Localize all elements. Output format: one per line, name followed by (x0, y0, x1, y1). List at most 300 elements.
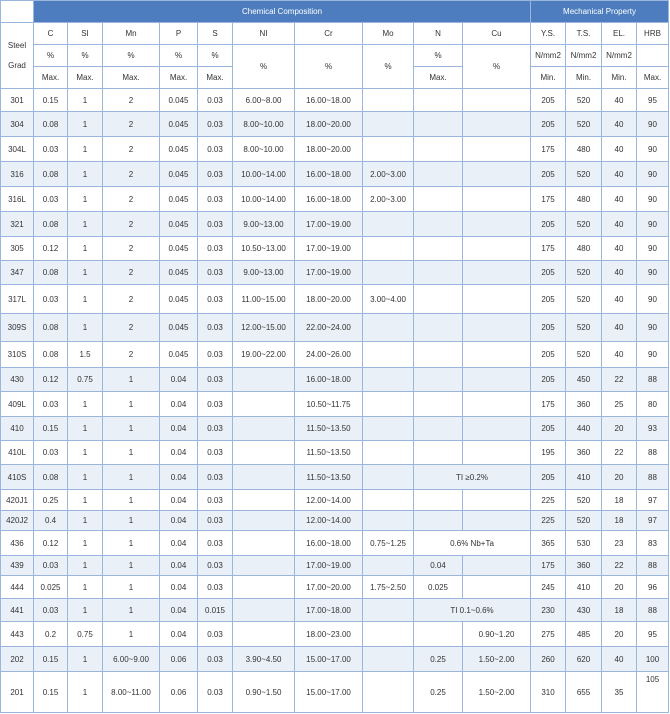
table-row (1, 417, 669, 441)
cell-ni (233, 531, 295, 556)
cell-si: 1 (68, 672, 103, 713)
cell-mo (363, 89, 414, 112)
cell-p: 0.06 (160, 672, 198, 713)
cell-cr: 18.00~20.00 (295, 137, 363, 162)
cell-t-s: 520 (566, 314, 602, 342)
cell-s: 0.03 (198, 672, 233, 713)
cell-p: 0.04 (160, 511, 198, 531)
cell-n-cu-note: TI ≥0.2% (414, 465, 531, 490)
cell-y-s: 365 (531, 531, 566, 556)
cell-c: 0.03 (34, 441, 68, 465)
cell-si: 1 (68, 599, 103, 622)
cell-mn: 1 (103, 417, 160, 441)
cell-el: 40 (602, 285, 637, 314)
cell-y-s: 205 (531, 89, 566, 112)
cell-mn: 2 (103, 261, 160, 285)
col-header-el: EL. (602, 23, 637, 45)
cell-si: 1 (68, 162, 103, 187)
col-header-cr: Cr (295, 23, 363, 45)
cell-ni (233, 622, 295, 647)
cell-n (414, 137, 463, 162)
cell-el: 18 (602, 490, 637, 511)
cell-c: 0.08 (34, 465, 68, 490)
cell-c: 0.08 (34, 342, 68, 368)
cell-hrb: 90 (637, 237, 669, 261)
cell-p: 0.04 (160, 556, 198, 576)
cell-p: 0.04 (160, 441, 198, 465)
cell-mn: 1 (103, 368, 160, 392)
limit-si: Max. (68, 67, 103, 89)
cell-n (414, 261, 463, 285)
cell-si: 1 (68, 465, 103, 490)
cell-c: 0.08 (34, 314, 68, 342)
cell-t-s: 360 (566, 441, 602, 465)
cell-y-s: 260 (531, 647, 566, 672)
unit-p: % (160, 45, 198, 67)
col-header-mo: Mo (363, 23, 414, 45)
col-header-n: N (414, 23, 463, 45)
cell-ni (233, 392, 295, 417)
cell-c: 0.03 (34, 556, 68, 576)
cell-el: 40 (602, 314, 637, 342)
cell-p: 0.04 (160, 392, 198, 417)
table-row (1, 622, 669, 647)
table-row (1, 261, 669, 285)
cell-y-s: 225 (531, 490, 566, 511)
cell-n (414, 285, 463, 314)
table-row (1, 137, 669, 162)
cell-s: 0.03 (198, 285, 233, 314)
cell-mo (363, 137, 414, 162)
cell-p: 0.045 (160, 112, 198, 137)
col-header-p: P (160, 23, 198, 45)
cell-mo (363, 490, 414, 511)
cell-y-s: 175 (531, 187, 566, 212)
steel-grade-cell: 420J1 (1, 490, 34, 511)
cell-hrb: 90 (637, 137, 669, 162)
cell-si: 1 (68, 89, 103, 112)
table-row (1, 285, 669, 314)
cell-si: 0.75 (68, 368, 103, 392)
cell-hrb: 93 (637, 417, 669, 441)
unit-s: % (198, 45, 233, 67)
cell-p: 0.045 (160, 162, 198, 187)
table-row (1, 511, 669, 531)
cell-si: 1 (68, 212, 103, 237)
cell-si: 1 (68, 285, 103, 314)
cell-cu (463, 237, 531, 261)
cell-el: 20 (602, 465, 637, 490)
cell-y-s: 205 (531, 465, 566, 490)
cell-el: 18 (602, 599, 637, 622)
cell-ni: 10.50~13.00 (233, 237, 295, 261)
cell-mo (363, 237, 414, 261)
cell-mo (363, 212, 414, 237)
cell-mn: 2 (103, 162, 160, 187)
cell-hrb: 90 (637, 212, 669, 237)
cell-cr: 16.00~18.00 (295, 162, 363, 187)
cell-c: 0.08 (34, 112, 68, 137)
cell-cu: 0.90~1.20 (463, 622, 531, 647)
cell-s: 0.03 (198, 112, 233, 137)
cell-s: 0.03 (198, 237, 233, 261)
cell-el: 20 (602, 576, 637, 599)
cell-cr: 18.00~20.00 (295, 285, 363, 314)
steel-grade-cell: 202 (1, 647, 34, 672)
cell-si: 1 (68, 237, 103, 261)
cell-y-s: 225 (531, 511, 566, 531)
cell-mo: 2.00~3.00 (363, 187, 414, 212)
cell-cu (463, 556, 531, 576)
cell-cu: 1.50~2.00 (463, 647, 531, 672)
cell-mn: 2 (103, 89, 160, 112)
cell-s: 0.03 (198, 511, 233, 531)
table-row (1, 212, 669, 237)
cell-c: 0.03 (34, 392, 68, 417)
cell-hrb: 88 (637, 441, 669, 465)
cell-cu (463, 441, 531, 465)
cell-mn: 2 (103, 314, 160, 342)
cell-ni (233, 576, 295, 599)
header-corner (1, 1, 34, 23)
cell-cr: 22.00~24.00 (295, 314, 363, 342)
cell-ni: 8.00~10.00 (233, 137, 295, 162)
cell-p: 0.04 (160, 417, 198, 441)
cell-mo: 3.00~4.00 (363, 285, 414, 314)
cell-y-s: 230 (531, 599, 566, 622)
table-row (1, 187, 669, 212)
cell-s: 0.03 (198, 417, 233, 441)
cell-s: 0.03 (198, 137, 233, 162)
cell-cr: 17.00~19.00 (295, 261, 363, 285)
cell-s: 0.03 (198, 314, 233, 342)
cell-n: 0.25 (414, 672, 463, 713)
cell-t-s: 520 (566, 490, 602, 511)
table-row (1, 672, 669, 713)
cell-y-s: 205 (531, 342, 566, 368)
cell-s: 0.03 (198, 187, 233, 212)
cell-el: 20 (602, 417, 637, 441)
cell-mo: 2.00~3.00 (363, 162, 414, 187)
cell-s: 0.03 (198, 465, 233, 490)
cell-t-s: 520 (566, 511, 602, 531)
cell-y-s: 175 (531, 392, 566, 417)
cell-hrb: 97 (637, 490, 669, 511)
cell-p: 0.045 (160, 285, 198, 314)
cell-t-s: 450 (566, 368, 602, 392)
steel-grade-cell: 301 (1, 89, 34, 112)
steel-grade-cell: 321 (1, 212, 34, 237)
cell-p: 0.045 (160, 314, 198, 342)
col-header-hrb: HRB (637, 23, 669, 45)
cell-si: 1 (68, 647, 103, 672)
cell-cu (463, 212, 531, 237)
cell-ni (233, 417, 295, 441)
cell-p: 0.045 (160, 89, 198, 112)
cell-cu (463, 162, 531, 187)
cell-ni: 11.00~15.00 (233, 285, 295, 314)
table-row (1, 647, 669, 672)
cell-cr: 16.00~18.00 (295, 531, 363, 556)
cell-mo (363, 261, 414, 285)
cell-y-s: 205 (531, 417, 566, 441)
col-header-mn: Mn (103, 23, 160, 45)
steel-grade-cell: 305 (1, 237, 34, 261)
cell-c: 0.08 (34, 212, 68, 237)
cell-cr: 11.50~13.50 (295, 417, 363, 441)
cell-y-s: 175 (531, 237, 566, 261)
cell-cu (463, 576, 531, 599)
cell-ni: 3.90~4.50 (233, 647, 295, 672)
cell-mn: 1 (103, 531, 160, 556)
steel-grade-cell: 201 (1, 672, 34, 713)
cell-c: 0.15 (34, 417, 68, 441)
cell-p: 0.045 (160, 137, 198, 162)
cell-n (414, 162, 463, 187)
cell-p: 0.04 (160, 599, 198, 622)
cell-mn: 2 (103, 342, 160, 368)
cell-hrb: 90 (637, 342, 669, 368)
cell-c: 0.2 (34, 622, 68, 647)
cell-si: 1 (68, 137, 103, 162)
cell-hrb: 97 (637, 511, 669, 531)
cell-cr: 17.00~18.00 (295, 599, 363, 622)
cell-y-s: 205 (531, 368, 566, 392)
cell-y-s: 205 (531, 285, 566, 314)
cell-t-s: 360 (566, 392, 602, 417)
cell-t-s: 520 (566, 162, 602, 187)
cell-si: 1 (68, 490, 103, 511)
limit-el: Min. (602, 67, 637, 89)
cell-hrb: 90 (637, 314, 669, 342)
cell-hrb: 90 (637, 112, 669, 137)
limit-p: Max. (160, 67, 198, 89)
unit-mo: % (363, 45, 414, 89)
cell-el: 40 (602, 162, 637, 187)
cell-n (414, 622, 463, 647)
cell-s: 0.03 (198, 261, 233, 285)
cell-y-s: 195 (531, 441, 566, 465)
cell-el: 23 (602, 531, 637, 556)
cell-ni: 6.00~8.00 (233, 89, 295, 112)
cell-ni: 10.00~14.00 (233, 162, 295, 187)
table-header (1, 1, 669, 89)
cell-p: 0.045 (160, 342, 198, 368)
cell-c: 0.12 (34, 531, 68, 556)
steel-grade-cell: 444 (1, 576, 34, 599)
unit-hrb (637, 45, 669, 67)
unit-mn: % (103, 45, 160, 67)
cell-p: 0.045 (160, 261, 198, 285)
table-row (1, 314, 669, 342)
cell-mo: 0.75~1.25 (363, 531, 414, 556)
col-header-t-s: T.S. (566, 23, 602, 45)
table-row (1, 162, 669, 187)
cell-si: 1 (68, 531, 103, 556)
cell-el: 40 (602, 89, 637, 112)
cell-c: 0.03 (34, 599, 68, 622)
cell-mn: 1 (103, 465, 160, 490)
table-row (1, 342, 669, 368)
cell-t-s: 360 (566, 556, 602, 576)
cell-p: 0.06 (160, 647, 198, 672)
cell-n (414, 441, 463, 465)
cell-si: 1 (68, 261, 103, 285)
cell-n (414, 187, 463, 212)
unit-c: % (34, 45, 68, 67)
cell-mn: 1 (103, 576, 160, 599)
cell-hrb: 88 (637, 599, 669, 622)
cell-hrb: 83 (637, 531, 669, 556)
cell-mn: 6.00~9.00 (103, 647, 160, 672)
cell-cu (463, 187, 531, 212)
cell-c: 0.08 (34, 162, 68, 187)
cell-p: 0.04 (160, 531, 198, 556)
col-header-s: S (198, 23, 233, 45)
cell-cr: 12.00~14.00 (295, 511, 363, 531)
cell-n: 0.025 (414, 576, 463, 599)
cell-s: 0.03 (198, 556, 233, 576)
cell-n (414, 342, 463, 368)
steel-grade-cell: 317L (1, 285, 34, 314)
cell-cu (463, 314, 531, 342)
cell-ni (233, 511, 295, 531)
cell-y-s: 275 (531, 622, 566, 647)
cell-mo (363, 342, 414, 368)
cell-s: 0.03 (198, 622, 233, 647)
table-row (1, 112, 669, 137)
cell-mo (363, 392, 414, 417)
cell-si: 1 (68, 392, 103, 417)
steel-grade-cell: 441 (1, 599, 34, 622)
cell-n (414, 89, 463, 112)
cell-n (414, 314, 463, 342)
table-row (1, 89, 669, 112)
cell-cr: 11.50~13.50 (295, 441, 363, 465)
steel-grade-cell: 316 (1, 162, 34, 187)
cell-t-s: 655 (566, 672, 602, 713)
cell-el: 40 (602, 187, 637, 212)
cell-cr: 16.00~18.00 (295, 89, 363, 112)
unit-si: % (68, 45, 103, 67)
cell-ni (233, 465, 295, 490)
cell-cr: 17.00~19.00 (295, 556, 363, 576)
cell-hrb: 88 (637, 368, 669, 392)
table-row (1, 465, 669, 490)
cell-si: 1 (68, 112, 103, 137)
steel-grade-cell: 430 (1, 368, 34, 392)
cell-cu (463, 368, 531, 392)
unit-y-s: N/mm2 (531, 45, 566, 67)
cell-ni: 9.00~13.00 (233, 261, 295, 285)
cell-cr: 17.00~19.00 (295, 237, 363, 261)
cell-ni (233, 556, 295, 576)
cell-cr: 18.00~20.00 (295, 112, 363, 137)
cell-ni (233, 490, 295, 511)
cell-si: 1 (68, 511, 103, 531)
cell-si: 1.5 (68, 342, 103, 368)
cell-el: 40 (602, 212, 637, 237)
cell-y-s: 175 (531, 137, 566, 162)
cell-mn: 2 (103, 112, 160, 137)
cell-y-s: 205 (531, 314, 566, 342)
cell-si: 0.75 (68, 622, 103, 647)
steel-grade-cell: 439 (1, 556, 34, 576)
cell-c: 0.25 (34, 490, 68, 511)
cell-cu: 1.50~2.00 (463, 672, 531, 713)
cell-s: 0.03 (198, 490, 233, 511)
cell-hrb: 88 (637, 556, 669, 576)
cell-c: 0.15 (34, 89, 68, 112)
cell-ni: 0.90~1.50 (233, 672, 295, 713)
steel-grade-cell: 436 (1, 531, 34, 556)
cell-n (414, 490, 463, 511)
cell-s: 0.015 (198, 599, 233, 622)
cell-mn: 2 (103, 285, 160, 314)
cell-y-s: 205 (531, 212, 566, 237)
cell-t-s: 520 (566, 261, 602, 285)
cell-mo (363, 441, 414, 465)
table-row (1, 392, 669, 417)
cell-c: 0.15 (34, 647, 68, 672)
mechanical-property-header: Mechanical Property (531, 1, 669, 23)
steel-grade-cell: 409L (1, 392, 34, 417)
cell-n-cu-note: 0.6% Nb+Ta (414, 531, 531, 556)
cell-c: 0.15 (34, 672, 68, 713)
table-row (1, 490, 669, 511)
cell-t-s: 520 (566, 89, 602, 112)
table-row (1, 556, 669, 576)
steel-grade-cell: 316L (1, 187, 34, 212)
cell-p: 0.04 (160, 622, 198, 647)
cell-hrb: 90 (637, 261, 669, 285)
cell-p: 0.045 (160, 212, 198, 237)
cell-c: 0.12 (34, 368, 68, 392)
cell-y-s: 205 (531, 162, 566, 187)
cell-s: 0.03 (198, 342, 233, 368)
limit-t-s: Min. (566, 67, 602, 89)
cell-c: 0.4 (34, 511, 68, 531)
cell-cr: 18.00~23.00 (295, 622, 363, 647)
cell-c: 0.08 (34, 261, 68, 285)
col-header-y-s: Y.S. (531, 23, 566, 45)
cell-cu (463, 137, 531, 162)
cell-n (414, 368, 463, 392)
steel-grade-cell: 410L (1, 441, 34, 465)
cell-s: 0.03 (198, 392, 233, 417)
cell-si: 1 (68, 441, 103, 465)
col-header-si: SI (68, 23, 103, 45)
cell-ni (233, 441, 295, 465)
cell-t-s: 520 (566, 342, 602, 368)
cell-mn: 1 (103, 511, 160, 531)
cell-n (414, 511, 463, 531)
cell-t-s: 410 (566, 576, 602, 599)
cell-hrb: 95 (637, 89, 669, 112)
cell-cr: 16.00~18.00 (295, 187, 363, 212)
cell-mo (363, 368, 414, 392)
cell-s: 0.03 (198, 162, 233, 187)
steel-grade-cell: 310S (1, 342, 34, 368)
cell-y-s: 245 (531, 576, 566, 599)
cell-mo (363, 511, 414, 531)
cell-si: 1 (68, 556, 103, 576)
cell-s: 0.03 (198, 576, 233, 599)
cell-y-s: 310 (531, 672, 566, 713)
col-header-ni: NI (233, 23, 295, 45)
steel-grade-label-line: Steel (7, 40, 27, 50)
cell-hrb: 90 (637, 162, 669, 187)
